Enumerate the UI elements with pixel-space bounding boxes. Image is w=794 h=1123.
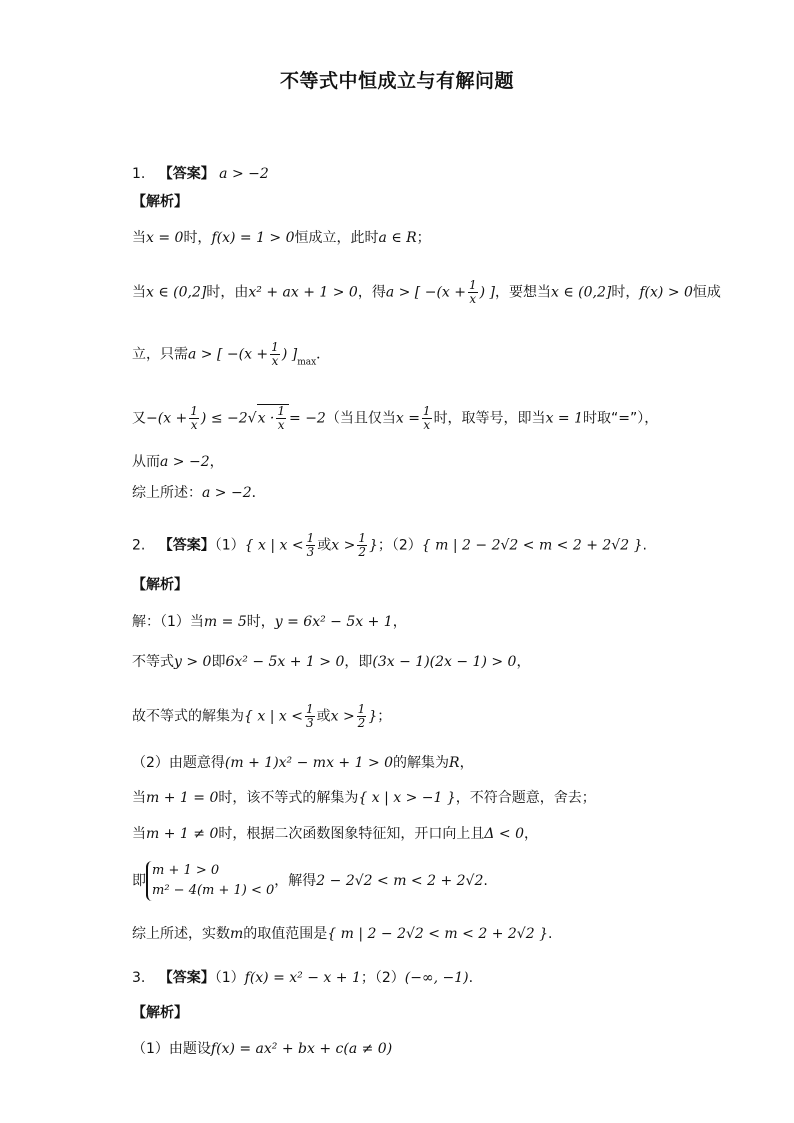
math: m + 1 = 0 — [146, 790, 219, 806]
text: ． — [316, 346, 331, 363]
math: ) ≤ −2 — [200, 410, 248, 427]
math: a > −2 — [160, 454, 210, 470]
text: 时， — [611, 284, 640, 301]
frac-den: x — [271, 354, 279, 368]
math: −(x + — [146, 410, 188, 427]
math: ) ] — [479, 284, 496, 301]
math: x · — [257, 410, 275, 427]
p1-number: 1. — [132, 166, 146, 182]
math: m = 5 — [203, 614, 247, 630]
p2-line7 — [132, 861, 488, 901]
p3-jiexi: 【解析】 — [132, 1005, 188, 1021]
p2-line5 — [132, 787, 596, 809]
frac-den: 2 — [358, 545, 366, 559]
p2-answer-tag: 【答案】 — [158, 537, 215, 554]
text: 或 — [316, 708, 331, 725]
p2-answer-line — [132, 532, 647, 559]
text: ， — [516, 654, 531, 670]
math: x = 1 — [545, 410, 583, 427]
math: { x | x > −1 } — [358, 790, 456, 806]
math: x ∈ (0,2] — [146, 284, 207, 301]
text: 恒成立，此时 — [294, 230, 379, 246]
p1-line5 — [132, 451, 224, 473]
math: ) ] — [281, 346, 298, 363]
text: ， — [392, 614, 407, 630]
frac-num: 1 — [469, 278, 477, 292]
p2-line1 — [132, 611, 407, 633]
text: . — [642, 537, 647, 554]
p2-jiexi: 【解析】 — [132, 577, 188, 593]
fraction — [270, 341, 280, 368]
p3-answer-tag: 【答案】 — [158, 970, 215, 986]
math: m + 1 > 0 — [152, 863, 220, 878]
frac-num: 1 — [305, 702, 314, 716]
p2-line4 — [132, 752, 474, 774]
frac-den: 3 — [305, 716, 314, 730]
text: 时，取等号，即当 — [433, 410, 546, 427]
text: 综上所述： — [132, 485, 202, 501]
math: a ∈ R — [378, 230, 417, 246]
p3-line1 — [132, 1038, 392, 1060]
math: m + 1 ≠ 0 — [146, 826, 219, 842]
math: } — [368, 537, 378, 554]
text: 的取值范围是 — [243, 926, 328, 942]
text: . — [483, 873, 488, 889]
subscript-max: max — [297, 357, 317, 368]
p2-line8 — [132, 923, 552, 945]
text: 即 — [211, 654, 226, 670]
fraction — [306, 532, 316, 559]
text: 恒成 — [692, 284, 721, 301]
math: (−∞, −1) — [404, 970, 469, 986]
fraction — [305, 703, 315, 730]
p3-answer-line — [132, 967, 473, 989]
p3-number: 3. — [132, 970, 146, 986]
text: 当 — [132, 790, 146, 806]
text: 当 — [132, 826, 146, 842]
p1-line1 — [132, 227, 431, 249]
frac-den: x — [190, 418, 198, 432]
p1-line6 — [132, 482, 266, 504]
math: 2 − 2√2 < m < 2 + 2√2 — [316, 873, 484, 889]
frac-num: 1 — [306, 531, 315, 545]
frac-num: 1 — [358, 531, 366, 545]
text: ； — [416, 230, 431, 246]
p1-line3 — [132, 341, 330, 374]
text: （当且仅当 — [325, 410, 396, 427]
frac-den: x — [469, 292, 477, 306]
text: 即 — [132, 873, 146, 889]
text: （1） — [214, 537, 245, 554]
fraction — [422, 405, 432, 432]
page-title: 不等式中恒成立与有解问题 — [279, 70, 514, 92]
p1-line2 — [132, 279, 721, 306]
p2-line3 — [132, 703, 391, 730]
text: 时，根据二次函数图象特征知，开口向上且 — [218, 826, 485, 842]
fraction — [276, 405, 286, 432]
text: . — [468, 970, 474, 986]
p1-answer-line — [132, 163, 269, 185]
text: 又 — [132, 410, 146, 427]
fraction — [189, 405, 199, 432]
math: a > [ −(x + — [385, 284, 466, 301]
p2-number: 2. — [132, 537, 146, 554]
text: 立，只需 — [132, 346, 188, 363]
math: a > −2 — [202, 485, 252, 501]
text: 的解集为 — [393, 755, 450, 771]
frac-den: x — [423, 418, 431, 432]
text: 当 — [132, 284, 146, 301]
text: ， — [524, 826, 539, 842]
text: ，即 — [344, 654, 373, 670]
math: x > — [330, 708, 355, 725]
p1-answer: a > −2 — [219, 166, 269, 182]
math: (m + 1)x² − mx + 1 > 0 — [224, 755, 394, 771]
math: = −2 — [289, 410, 326, 427]
math: R — [449, 755, 460, 771]
text: ， — [209, 454, 224, 470]
text: 时， — [246, 614, 275, 630]
fraction — [357, 703, 367, 730]
math: (3x − 1)(2x − 1) > 0 — [372, 654, 517, 670]
math: y > 0 — [174, 654, 212, 670]
math: 6x² − 5x + 1 > 0 — [225, 654, 345, 670]
text: ；（2） — [377, 537, 422, 554]
text: 故不等式的解集为 — [132, 708, 244, 725]
text: 时，由 — [206, 284, 249, 301]
text: （2）由题意得 — [132, 755, 225, 771]
text: ，要想当 — [495, 284, 552, 301]
math: Δ < 0 — [484, 826, 525, 842]
math: x ∈ (0,2] — [551, 284, 612, 301]
text: ， — [459, 755, 474, 771]
frac-den: x — [277, 418, 285, 432]
math: x > — [331, 537, 356, 554]
text: （1） — [214, 970, 245, 986]
math: x² + ax + 1 > 0 — [248, 284, 358, 301]
math: x = 0 — [146, 230, 184, 246]
math: x = — [395, 410, 420, 427]
text: 解：（1）当 — [132, 614, 204, 630]
math: { x | x < — [244, 708, 303, 725]
frac-num: 1 — [271, 340, 279, 354]
text: ． — [251, 485, 266, 501]
text: 或 — [317, 537, 332, 554]
p1-line4: 又−(x + $\frac{1}{x}$ ) ≤ −2√x · $\frac{1}{x}$ = −2（当且仅当x = $\frac{1}{x}$ 时，取等号，即当x = 1时取“=”）， — [132, 404, 659, 432]
math: { x | x < — [244, 537, 304, 554]
math: { m | 2 − 2√2 < m < 2 + 2√2 } — [421, 537, 643, 554]
p2-line6 — [132, 823, 538, 845]
text: 时取“=”）， — [583, 410, 659, 427]
math: y = 6x² − 5x + 1 — [274, 614, 393, 630]
text: 时，该不等式的解集为 — [218, 790, 359, 806]
text: ，不符合题意，舍去； — [455, 790, 596, 806]
math: m² − 4(m + 1) < 0 — [152, 883, 275, 898]
text: ，得 — [357, 284, 386, 301]
frac-den: 3 — [306, 545, 315, 559]
frac-num: 1 — [277, 404, 286, 418]
math: m — [230, 926, 244, 942]
math: a > [ −(x + — [188, 346, 269, 363]
math: { m | 2 − 2√2 < m < 2 + 2√2 } — [327, 926, 548, 942]
frac-num: 1 — [357, 702, 366, 716]
fraction — [357, 532, 367, 559]
frac-num: 1 — [422, 404, 431, 418]
text: ； — [377, 708, 392, 725]
frac-den: 2 — [357, 716, 366, 730]
math: f(x) = ax² + bx + c(a ≠ 0) — [210, 1041, 393, 1057]
text: 不等式 — [132, 654, 174, 670]
math: } — [368, 708, 378, 725]
text: （1）由题设 — [132, 1041, 211, 1057]
text: ；（2） — [360, 970, 405, 986]
text: ，解得 — [274, 873, 317, 889]
math: f(x) = 1 > 0 — [211, 230, 295, 246]
math: f(x) > 0 — [639, 284, 693, 301]
text: 从而 — [132, 454, 160, 470]
text: 当 — [132, 230, 146, 246]
p1-answer-tag: 【答案】 — [158, 166, 215, 182]
text: . — [547, 926, 553, 942]
p2-line2 — [132, 651, 530, 673]
text: 时， — [183, 230, 212, 246]
equation-system — [146, 861, 274, 901]
sqrt — [257, 404, 289, 432]
math: f(x) = x² − x + 1 — [244, 970, 361, 986]
text: 综上所述，实数 — [132, 926, 230, 942]
fraction — [468, 279, 478, 306]
frac-num: 1 — [190, 404, 198, 418]
p1-jiexi: 【解析】 — [132, 194, 188, 210]
